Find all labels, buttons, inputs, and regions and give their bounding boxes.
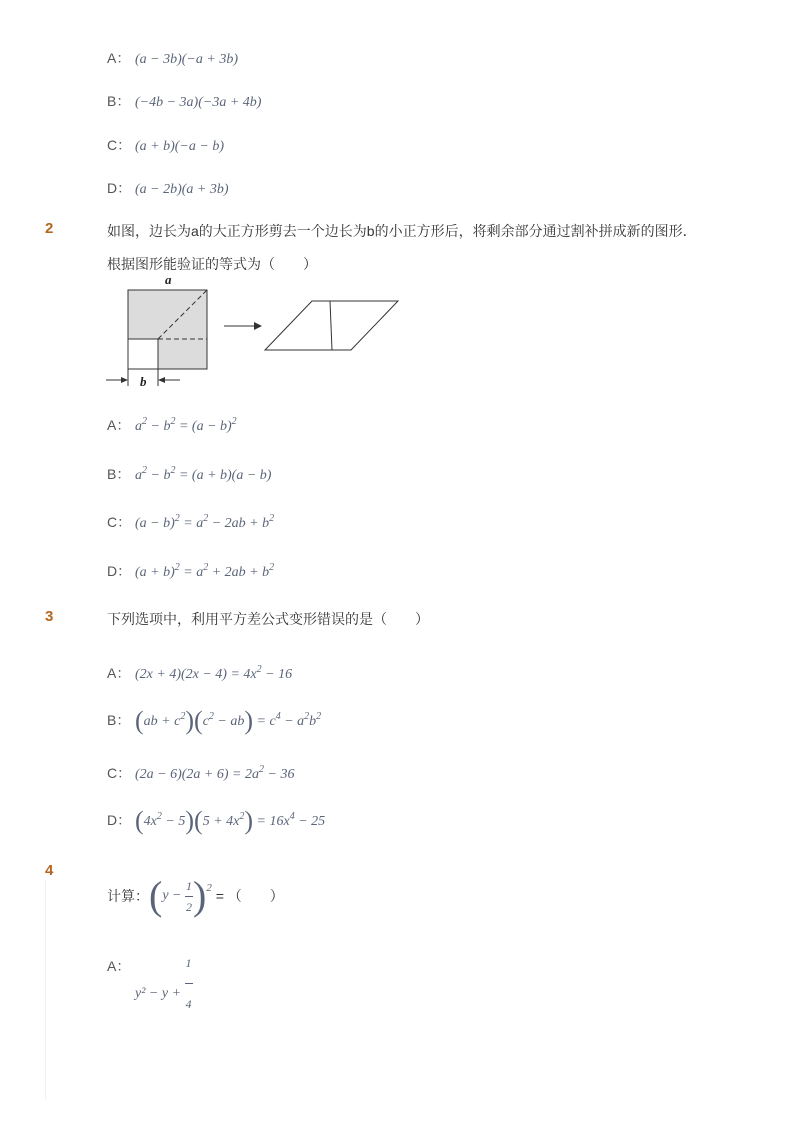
q1-option-c-expr: (a + b)(−a − b) xyxy=(135,139,224,154)
divider xyxy=(45,880,46,1100)
q2-option-a[interactable]: A： $a^2 - b^2 = (a - b)^2$ xyxy=(107,416,237,434)
q1-option-b[interactable]: B： (−4b − 3a)(−3a + 4b) xyxy=(107,93,262,110)
q3-option-a-expr: $(2x + 4)(2x - 4) = 4x^2 - 16$ xyxy=(135,664,293,682)
q3-option-d-expr: $(4x^2 - 5)(5 + 4x^2) = 16x^4 - 25$ xyxy=(135,806,326,835)
q2-number: 2 xyxy=(45,220,54,237)
q4-suffix: = （ ） xyxy=(211,888,284,904)
label-b: b xyxy=(140,374,147,389)
q4-option-a-expr: y² − y + $\frac{1}{4}$ xyxy=(135,955,192,1011)
q2-option-c[interactable]: C： $(a - b)^2 = a^2 - 2ab + b^2$ xyxy=(107,513,275,531)
q3-option-a[interactable]: A： $(2x + 4)(2x - 4) = 4x^2 - 16$ xyxy=(107,664,293,682)
small-square xyxy=(128,339,158,369)
q2-option-d-expr: $(a + b)^2 = a^2 + 2ab + b^2$ xyxy=(135,562,275,580)
q3-option-b-expr: $(ab + c^2)(c^2 - ab) = c^4 - a^2b^2$ xyxy=(135,706,322,735)
q2-figure xyxy=(100,272,410,394)
q1-option-c[interactable]: C： (a + b)(−a − b) xyxy=(107,137,224,154)
q3-option-d[interactable]: D： $(4x^2 - 5)(5 + 4x^2) = 16x^4 - 25$ xyxy=(107,806,326,835)
q2-option-d[interactable]: D： $(a + b)^2 = a^2 + 2ab + b^2$ xyxy=(107,562,275,580)
q1-option-a-expr: (a − 3b)(−a + 3b) xyxy=(135,52,238,67)
q2-option-a-expr: $a^2 - b^2 = (a - b)^2$ xyxy=(135,416,237,434)
q2-option-b-expr: $a^2 - b^2 = (a + b)(a - b)$ xyxy=(135,465,272,483)
q2-option-b[interactable]: B： $a^2 - b^2 = (a + b)(a - b)$ xyxy=(107,465,272,483)
q1-option-d[interactable]: D： (a − 2b)(a + 3b) xyxy=(107,180,229,197)
q1-option-b-expr: (−4b − 3a)(−3a + 4b) xyxy=(135,95,262,110)
q4-text xyxy=(107,866,284,926)
q4-number: 4 xyxy=(45,862,54,879)
q4-expr: ( y − $\frac{1}{2}$ ) 2 xyxy=(149,873,212,918)
q4-prefix: 计算： xyxy=(107,888,149,904)
q3-option-c[interactable]: C： $(2a - 6)(2a + 6) = 2a^2 - 36$ xyxy=(107,764,295,782)
q3-number: 3 xyxy=(45,608,54,625)
q1-option-d-expr: (a − 2b)(a + 3b) xyxy=(135,182,229,197)
q2-option-c-expr: $(a - b)^2 = a^2 - 2ab + b^2$ xyxy=(135,513,275,531)
q3-text: 下列选项中，利用平方差公式变形错误的是（ ） xyxy=(107,611,429,627)
q1-option-a[interactable]: A： (a − 3b)(−a + 3b) xyxy=(107,50,238,67)
label-a: a xyxy=(165,272,172,287)
q3-option-c-expr: $(2a - 6)(2a + 6) = 2a^2 - 36$ xyxy=(135,764,295,782)
q4-fraction: $\frac{1}{2}$ xyxy=(186,878,192,914)
q2-text-line2: 根据图形能验证的等式为（ ） xyxy=(107,256,317,272)
q4-option-a[interactable]: A： xyxy=(107,958,131,974)
q2-text-line1: 如图，边长为a的大正方形剪去一个边长为b的小正方形后，将剩余部分通过割补拼成新的图形． xyxy=(107,223,697,239)
q3-option-b[interactable]: B： $(ab + c^2)(c^2 - ab) = c^4 - a^2b^2$ xyxy=(107,706,322,735)
